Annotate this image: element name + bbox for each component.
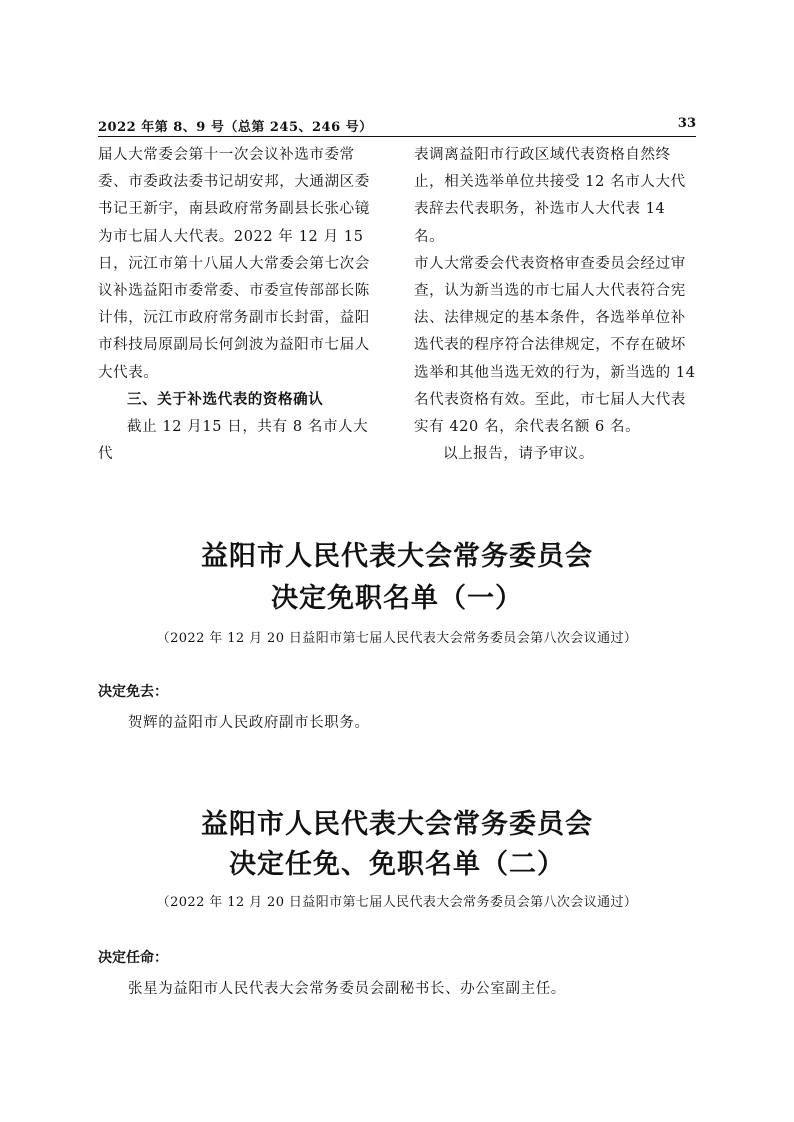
issue-label: 2022 年第 8、9 号（总第 245、246 号） — [98, 120, 373, 135]
section2-item: 张星为益阳市人民代表大会常务委员会副秘书长、办公室副主任。 — [128, 981, 566, 997]
section2-title-line2: 决定任免、免职名单（二） — [229, 849, 565, 880]
right-paragraph-2: 市人大常委会代表资格审查委员会经过审查，认为新当选的市七届人大代表符合宪法、法律规定的基本条件，各选举单位补选代表的程序符合法律规定，不存在破坏选举和其他当选无效的行为，新当选的 14 名代表资格有效。至此，市七届人大代表实有 420 名，余代表名额 6 名。 — [414, 255, 696, 436]
header-divider — [98, 136, 696, 137]
section2-subtitle: （2022 年 12 月 20 日益阳市第七届人民代表大会常务委员会第八次会议通过） — [156, 895, 638, 910]
left-column — [98, 142, 380, 468]
right-column — [414, 142, 696, 468]
section1-title-line2: 决定免职名单（一） — [271, 583, 523, 614]
section-heading-3: 三、关于补选代表的资格确认 — [127, 391, 324, 408]
section1-item: 贺辉的益阳市人民政府副市长职务。 — [128, 715, 370, 731]
section1-title-line1: 益阳市人民代表大会常务委员会 — [201, 541, 593, 572]
section1-label: 决定免去： — [98, 684, 168, 700]
section2-title-line1: 益阳市人民代表大会常务委员会 — [201, 809, 593, 840]
running-header — [98, 116, 696, 136]
section1-subtitle: （2022 年 12 月 20 日益阳市第七届人民代表大会常务委员会第八次会议通过） — [156, 631, 638, 646]
right-paragraph-3: 以上报告，请予审议。 — [443, 446, 594, 463]
page-number: 33 — [677, 116, 696, 131]
section2-label: 决定任命： — [98, 950, 168, 966]
right-paragraph-1: 表调离益阳市行政区域代表资格自然终止，相关选举单位共接受 12 名市人大代表辞去代表职务，补选市人大代表 14 名。 — [414, 147, 686, 245]
left-paragraph-2: 截止 12 月15 日，共有 8 名市人大代 — [98, 419, 369, 463]
left-paragraph-1: 届人大常委会第十一次会议补选市委常委、市委政法委书记胡安邦，大通湖区委书记王新宇，南县政府常务副县长张心镜为市七届人大代表。2022 年 12 月 15 日，沅江市第十八届人大常委会第七次会议补选益阳市委常委、市委宣传部部长陈计伟，沅江市政府常务副市长封雷，益阳市科技局原副局长何剑波为益阳市七届人大代表。 — [98, 147, 370, 381]
